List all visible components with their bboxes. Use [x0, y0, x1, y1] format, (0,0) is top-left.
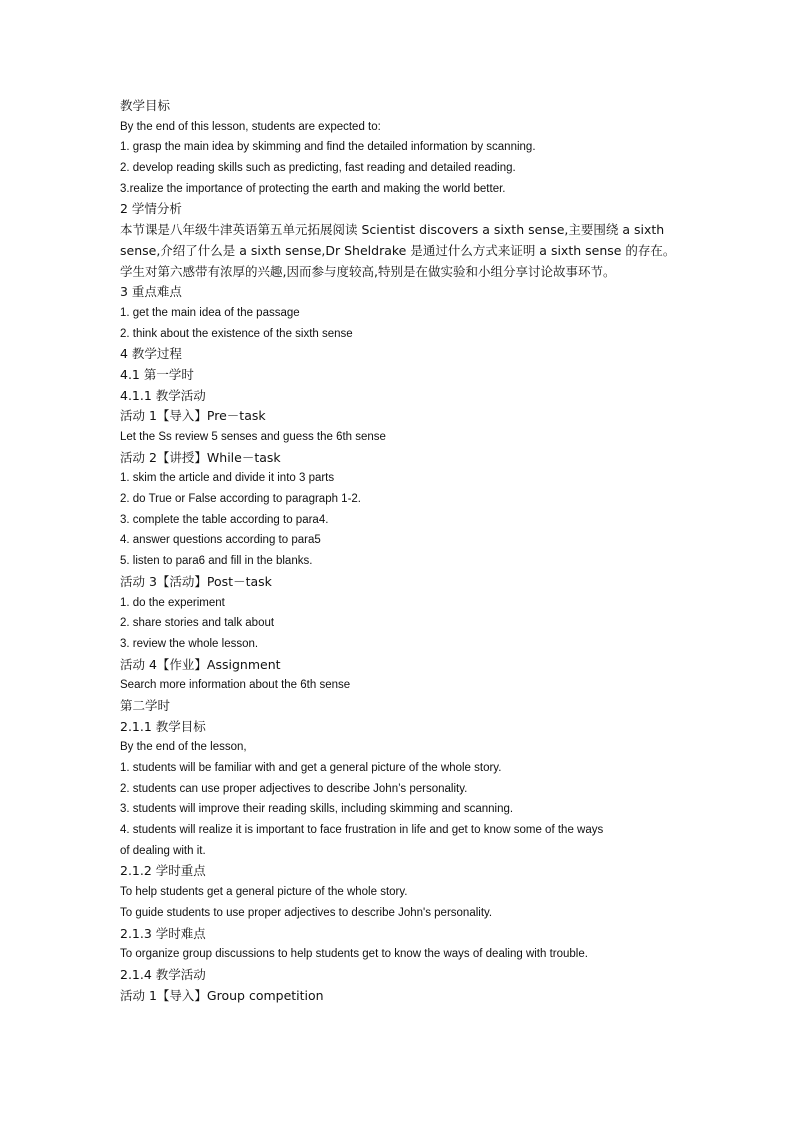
list-item: 5. listen to para6 and fill in the blanks.	[120, 555, 313, 568]
heading-period-difficulties: 2.1.3 学时难点	[120, 925, 206, 941]
list-item: 2. do True or False according to paragraph 1-2.	[120, 493, 362, 506]
list-item: 1. students will be familiar with and get a general picture of the whole story.	[120, 762, 502, 774]
heading-teaching-process: 4 教学过程	[120, 346, 182, 362]
heading-first-period: 4.1 第一学时	[120, 366, 194, 382]
list-item: 2. students can use proper adjectives to describe John’s personality.	[120, 782, 468, 795]
list-item: 4. answer questions according to para5	[120, 534, 321, 547]
list-item: 3. review the whole lesson.	[120, 637, 259, 650]
activity-heading: 活动 2【讲授】While－task	[120, 449, 281, 465]
heading-student-analysis: 2 学情分析	[120, 201, 182, 217]
text-line: Search more information about the 6th sense	[120, 679, 351, 692]
heading-teaching-objectives: 教学目标	[120, 98, 171, 113]
list-item: 3. students will improve their reading skills, including skimming and scanning.	[120, 803, 514, 816]
list-item: 1. get the main idea of the passage	[120, 306, 300, 319]
heading-teaching-activities: 4.1.1 教学活动	[120, 387, 206, 403]
list-item: 3. complete the table according to para4.	[120, 513, 329, 526]
text-line: Let the Ss review 5 senses and guess the 6th sense	[120, 431, 386, 443]
text-line: By the end of the lesson,	[120, 741, 247, 754]
list-item: 1. skim the article and divide it into 3 parts	[120, 472, 335, 485]
text-line: To guide students to use proper adjectives to describe John's personality.	[120, 906, 493, 919]
activity-heading: 活动 1【导入】Pre－task	[120, 408, 266, 424]
paragraph-line: sense,介绍了什么是 a sixth sense,Dr Sheldrake 是通过什么方式来证明 a sixth sense 的存在。	[120, 242, 676, 258]
list-item: 4. students will realize it is important to face frustration in life and get to know some of the ways	[120, 824, 604, 837]
list-item: 1. grasp the main idea by skimming and find the detailed information by scanning.	[120, 141, 536, 154]
list-item: 3.realize the importance of protecting the earth and making the world better.	[120, 182, 506, 195]
heading-second-period: 第二学时	[120, 697, 171, 713]
heading-teaching-objectives-2: 2.1.1 教学目标	[120, 718, 206, 734]
heading-period-key-points: 2.1.2 学时重点	[120, 863, 206, 879]
list-item-continuation: of dealing with it.	[120, 844, 206, 857]
list-item: 2. think about the existence of the sixth sense	[120, 327, 353, 340]
heading-key-points: 3 重点难点	[120, 284, 182, 300]
activity-heading: 活动 1【导入】Group competition	[120, 987, 324, 1003]
activity-heading: 活动 4【作业】Assignment	[120, 656, 281, 672]
list-item: 2. share stories and talk about	[120, 617, 275, 630]
paragraph-line: 本节课是八年级牛津英语第五单元拓展阅读 Scientist discovers a sixth sense,主要围绕 a sixth	[120, 222, 665, 238]
activity-heading: 活动 3【活动】Post－task	[120, 573, 272, 589]
document-body	[120, 96, 680, 1006]
list-item: 2. develop reading skills such as predicting, fast reading and detailed reading.	[120, 162, 516, 175]
text-line: To organize group discussions to help students get to know the ways of dealing with trouble.	[120, 948, 588, 961]
list-item: 1. do the experiment	[120, 596, 225, 609]
text-line: By the end of this lesson, students are expected to:	[120, 120, 381, 133]
paragraph-line: 学生对第六感带有浓厚的兴趣,因而参与度较高,特别是在做实验和小组分享讨论故事环节。	[120, 263, 616, 279]
text-line: To help students get a general picture of the whole story.	[120, 886, 408, 899]
heading-teaching-activities-2: 2.1.4 教学活动	[120, 966, 206, 982]
